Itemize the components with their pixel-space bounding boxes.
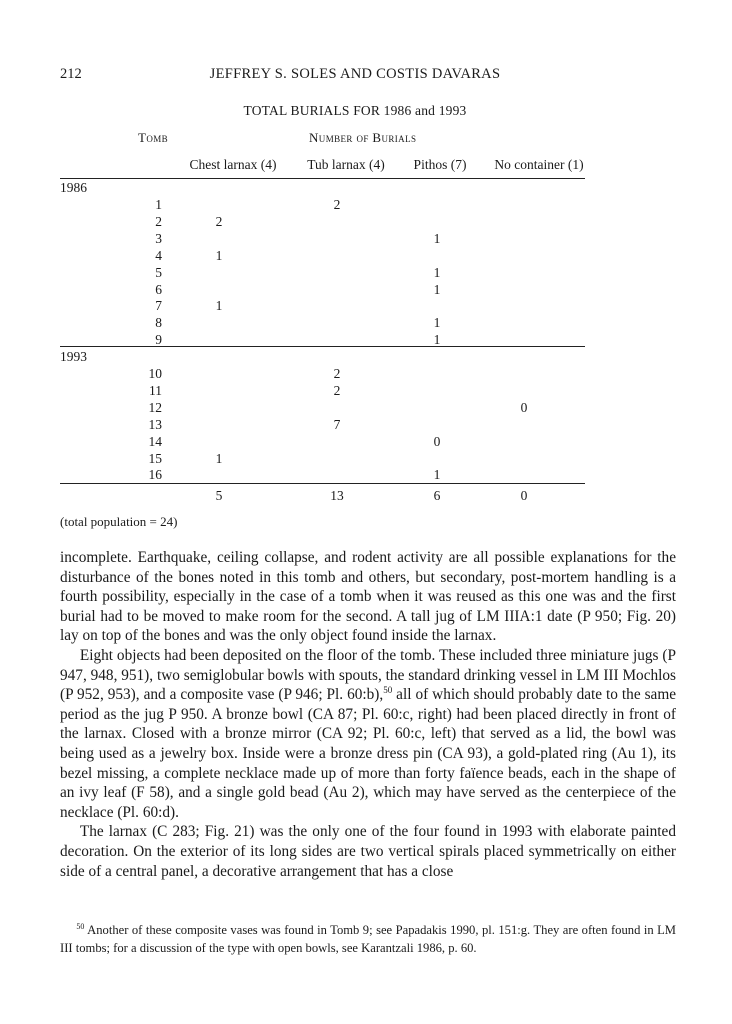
- table-row: [0, 400, 732, 417]
- table-row: [0, 248, 732, 265]
- tomb-number: 8: [155, 315, 162, 331]
- footnote-reference: 50: [383, 685, 393, 696]
- tomb-number: 15: [148, 450, 162, 466]
- table-row: [0, 231, 732, 248]
- burial-count-cell: 7: [333, 416, 341, 432]
- burial-count-cell: 1: [433, 467, 441, 483]
- paragraph-text: all of which should probably date to the same period as the jug P 950. A bronze bowl (CA 87; Pl. 60:c, right) had been placed directly in front of the larnax. Closed with a bronze mirror (CA 92; Pl. 60:c, left) that served as a lid, the bowl was being used as a jewelry box. Inside were a bronze dress pin (CA 93), a gold-plated ring (Au 1), its bezel missing, a complete necklace made up of more than forty faïence beads, each in the shape of an ivy leaf (F 58), and a single gold bead (Au 2), which may have served as the centerpiece of the necklace (Pl. 60:d).: [60, 686, 677, 821]
- burial-count-cell: 1: [433, 264, 441, 280]
- burial-count-cell: 2: [333, 197, 341, 212]
- tomb-column-header: Tomb: [138, 130, 169, 145]
- table-row: [0, 383, 732, 400]
- table-rule: [60, 178, 585, 179]
- total-tub-larnax: 13: [330, 488, 344, 503]
- paragraph: The larnax (C 283; Fig. 21) was the only one of the four found in 1993 with elaborate painted decoration. On the exterior of its long sides are two vertical spirals placed symmetrically on either side of a central panel, a decorative arrangement that has a close: [60, 823, 676, 880]
- burial-count-cell: 1: [433, 315, 441, 331]
- footnote-marker: 50: [76, 921, 85, 931]
- total-pithos: 6: [433, 488, 441, 503]
- table-row: [0, 282, 732, 299]
- column-header-tub-larnax: Tub larnax (4): [307, 157, 385, 172]
- burial-count-cell: 1: [215, 298, 223, 314]
- page-number: 212: [60, 66, 82, 82]
- tomb-number: 11: [149, 382, 162, 398]
- table-rule: [60, 483, 585, 484]
- number-of-burials-header: Number of Burials: [309, 130, 417, 145]
- table-note: (total population = 24): [60, 514, 178, 529]
- burial-count-cell: 1: [433, 230, 441, 246]
- total-no-container: 0: [520, 488, 528, 503]
- table-row: [0, 434, 732, 451]
- year-label-1993: 1993: [60, 349, 87, 364]
- burial-count-cell: 1: [215, 247, 223, 263]
- tomb-number: 16: [148, 467, 162, 483]
- body-text: [60, 548, 676, 881]
- table-row: [0, 417, 732, 434]
- table-row: [0, 451, 732, 468]
- column-header-no-container: No container (1): [494, 157, 584, 172]
- footnote-text: Another of these composite vases was found in Tomb 9; see Papadakis 1990, pl. 151:g. They are often found in LM III tombs; for a discussion of the type with open bowls, see Karantzali 1986, p. 60.: [60, 923, 676, 955]
- tomb-number: 10: [148, 366, 162, 381]
- year-label-1986: 1986: [60, 180, 87, 195]
- tomb-number: 7: [155, 298, 162, 314]
- tomb-number: 5: [155, 264, 162, 280]
- burial-count-cell: 2: [333, 382, 341, 398]
- paragraph: incomplete. Earthquake, ceiling collapse, and rodent activity are all possible explanations for the disturbance of the bones noted in this tomb and others, but secondary, post-mortem handling is a fourth possibility, especially in the case of a tomb when it was reused as this one was and the first burial had to be moved to make room for the second. A tall jug of LM IIIA:1 date (P 950; Fig. 20) lay on top of the bones and was the only object found inside the larnax.: [60, 549, 676, 645]
- burial-count-cell: 1: [215, 450, 223, 466]
- column-header-chest-larnax: Chest larnax (4): [189, 157, 277, 172]
- tomb-number: 9: [155, 332, 162, 348]
- table-row: [0, 214, 732, 231]
- totals-row: [0, 488, 732, 505]
- footnote: [60, 921, 676, 957]
- tomb-number: 13: [148, 416, 162, 432]
- burial-count-cell: 0: [433, 433, 441, 449]
- paragraph-text: Eight objects had been deposited on the floor of the tomb. These included three miniature jugs (P 947, 948, 951), two semiglobular bowls with spouts, the standard drinking vessel in LM III Mochlos (P 952, 953), and a composite vase (P 946; Pl. 60:b),: [60, 646, 676, 704]
- column-header-pithos: Pithos (7): [413, 157, 467, 172]
- tomb-number: 1: [155, 197, 162, 212]
- paragraph: [60, 646, 676, 822]
- tomb-number: 2: [155, 213, 162, 229]
- table-row: [0, 315, 732, 332]
- burial-count-cell: 1: [433, 281, 441, 297]
- running-head-authors: JEFFREY S. SOLES AND COSTIS DAVARAS: [209, 66, 501, 82]
- table-row: [0, 197, 732, 214]
- tomb-number: 14: [148, 433, 162, 449]
- table-row: [0, 298, 732, 315]
- table-rule: [60, 346, 585, 347]
- table-row: [0, 366, 732, 383]
- tomb-number: 6: [155, 281, 162, 297]
- table-row: [0, 265, 732, 282]
- burial-count-cell: 2: [215, 213, 223, 229]
- table-title: TOTAL BURIALS FOR 1986 and 1993: [243, 103, 467, 118]
- table-row: [0, 467, 732, 484]
- tomb-number: 12: [148, 399, 162, 415]
- burial-count-cell: 0: [520, 399, 528, 415]
- burial-count-cell: 2: [333, 366, 341, 381]
- tomb-number: 3: [155, 230, 162, 246]
- total-chest-larnax: 5: [215, 488, 223, 503]
- burial-count-cell: 1: [433, 332, 441, 348]
- running-head: [60, 66, 650, 86]
- tomb-number: 4: [155, 247, 162, 263]
